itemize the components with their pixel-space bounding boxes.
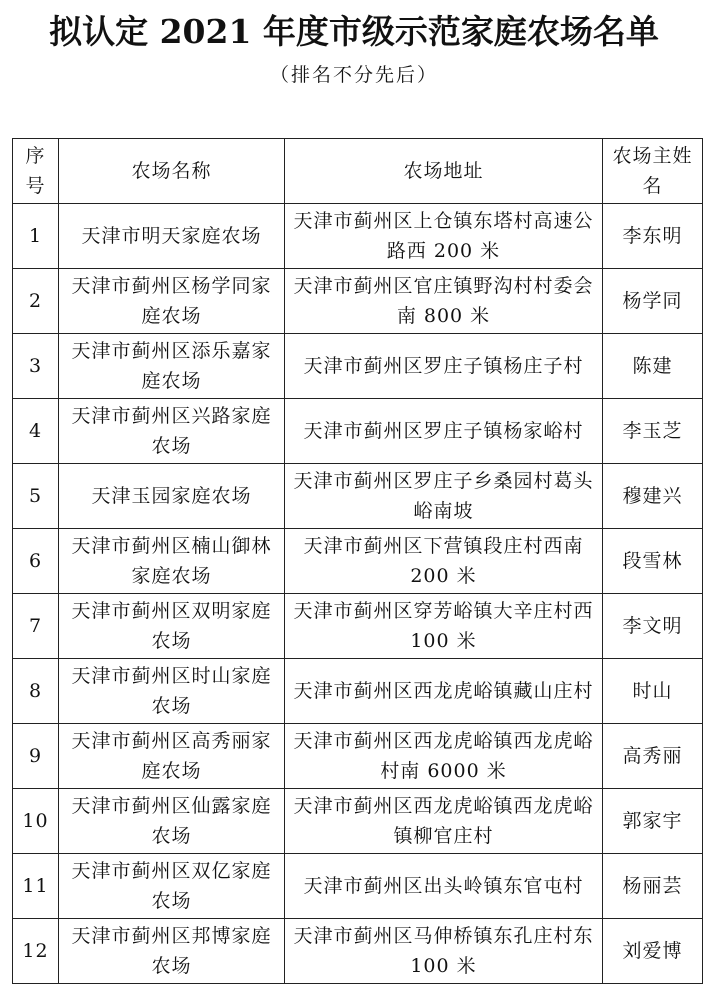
row-owner-name: 郭家宇 bbox=[603, 789, 703, 854]
row-farm-address: 天津市蓟州区穿芳峪镇大辛庄村西 100 米 bbox=[285, 594, 603, 659]
document-subtitle: （排名不分先后） bbox=[269, 64, 438, 86]
table-header-row bbox=[13, 139, 703, 204]
row-farm-address: 天津市蓟州区罗庄子镇杨家峪村 bbox=[285, 399, 603, 464]
row-farm-address: 天津市蓟州区马伸桥镇东孔庄村东 100 米 bbox=[285, 919, 603, 984]
header-owner-name: 农场主姓名 bbox=[603, 139, 703, 204]
header-farm-name: 农场名称 bbox=[59, 139, 285, 204]
row-owner-name: 穆建兴 bbox=[603, 464, 703, 529]
row-farm-name: 天津市蓟州区添乐嘉家庭农场 bbox=[59, 334, 285, 399]
row-farm-name: 天津市蓟州区高秀丽家庭农场 bbox=[59, 724, 285, 789]
row-farm-address: 天津市蓟州区下营镇段庄村西南 200 米 bbox=[285, 529, 603, 594]
table-row bbox=[13, 204, 703, 269]
table-body bbox=[13, 204, 703, 984]
row-farm-address: 天津市蓟州区官庄镇野沟村村委会南 800 米 bbox=[285, 269, 603, 334]
table-row bbox=[13, 464, 703, 529]
row-index: 11 bbox=[13, 854, 59, 919]
row-farm-address: 天津市蓟州区出头岭镇东官屯村 bbox=[285, 854, 603, 919]
header-index: 序号 bbox=[13, 139, 59, 204]
table-row bbox=[13, 919, 703, 984]
table-row bbox=[13, 269, 703, 334]
row-index: 4 bbox=[13, 399, 59, 464]
row-owner-name: 杨学同 bbox=[603, 269, 703, 334]
row-owner-name: 杨丽芸 bbox=[603, 854, 703, 919]
row-owner-name: 李文明 bbox=[603, 594, 703, 659]
row-farm-address: 天津市蓟州区上仓镇东塔村高速公路西 200 米 bbox=[285, 204, 603, 269]
row-farm-address: 天津市蓟州区西龙虎峪镇西龙虎峪镇柳官庄村 bbox=[285, 789, 603, 854]
row-farm-address: 天津市蓟州区罗庄子镇杨庄子村 bbox=[285, 334, 603, 399]
table-row bbox=[13, 399, 703, 464]
row-owner-name: 段雪林 bbox=[603, 529, 703, 594]
row-farm-address: 天津市蓟州区罗庄子乡桑园村葛头峪南坡 bbox=[285, 464, 603, 529]
row-farm-name: 天津市蓟州区仙露家庭农场 bbox=[59, 789, 285, 854]
row-farm-name: 天津市蓟州区双亿家庭农场 bbox=[59, 854, 285, 919]
row-farm-name: 天津市蓟州区杨学同家庭农场 bbox=[59, 269, 285, 334]
farm-list-table bbox=[12, 138, 703, 984]
table-row bbox=[13, 789, 703, 854]
row-farm-name: 天津市明天家庭农场 bbox=[59, 204, 285, 269]
table-row bbox=[13, 724, 703, 789]
row-owner-name: 陈建 bbox=[603, 334, 703, 399]
row-farm-name: 天津市蓟州区楠山御林家庭农场 bbox=[59, 529, 285, 594]
row-owner-name: 李东明 bbox=[603, 204, 703, 269]
row-index: 3 bbox=[13, 334, 59, 399]
document-title: 拟认定 2021 年度市级示范家庭农场名单 bbox=[49, 12, 659, 51]
row-owner-name: 高秀丽 bbox=[603, 724, 703, 789]
table-row bbox=[13, 594, 703, 659]
row-index: 7 bbox=[13, 594, 59, 659]
row-farm-address: 天津市蓟州区西龙虎峪镇西龙虎峪村南 6000 米 bbox=[285, 724, 603, 789]
row-index: 1 bbox=[13, 204, 59, 269]
row-index: 9 bbox=[13, 724, 59, 789]
row-owner-name: 时山 bbox=[603, 659, 703, 724]
header-farm-address: 农场地址 bbox=[285, 139, 603, 204]
row-owner-name: 刘爱博 bbox=[603, 919, 703, 984]
table-row bbox=[13, 854, 703, 919]
table-row bbox=[13, 334, 703, 399]
table-row bbox=[13, 659, 703, 724]
row-owner-name: 李玉芝 bbox=[603, 399, 703, 464]
row-index: 6 bbox=[13, 529, 59, 594]
row-farm-address: 天津市蓟州区西龙虎峪镇藏山庄村 bbox=[285, 659, 603, 724]
row-farm-name: 天津市蓟州区邦博家庭农场 bbox=[59, 919, 285, 984]
row-index: 8 bbox=[13, 659, 59, 724]
row-farm-name: 天津玉园家庭农场 bbox=[59, 464, 285, 529]
row-index: 2 bbox=[13, 269, 59, 334]
row-index: 10 bbox=[13, 789, 59, 854]
row-index: 12 bbox=[13, 919, 59, 984]
row-index: 5 bbox=[13, 464, 59, 529]
row-farm-name: 天津市蓟州区时山家庭农场 bbox=[59, 659, 285, 724]
row-farm-name: 天津市蓟州区双明家庭农场 bbox=[59, 594, 285, 659]
row-farm-name: 天津市蓟州区兴路家庭农场 bbox=[59, 399, 285, 464]
table-row bbox=[13, 529, 703, 594]
